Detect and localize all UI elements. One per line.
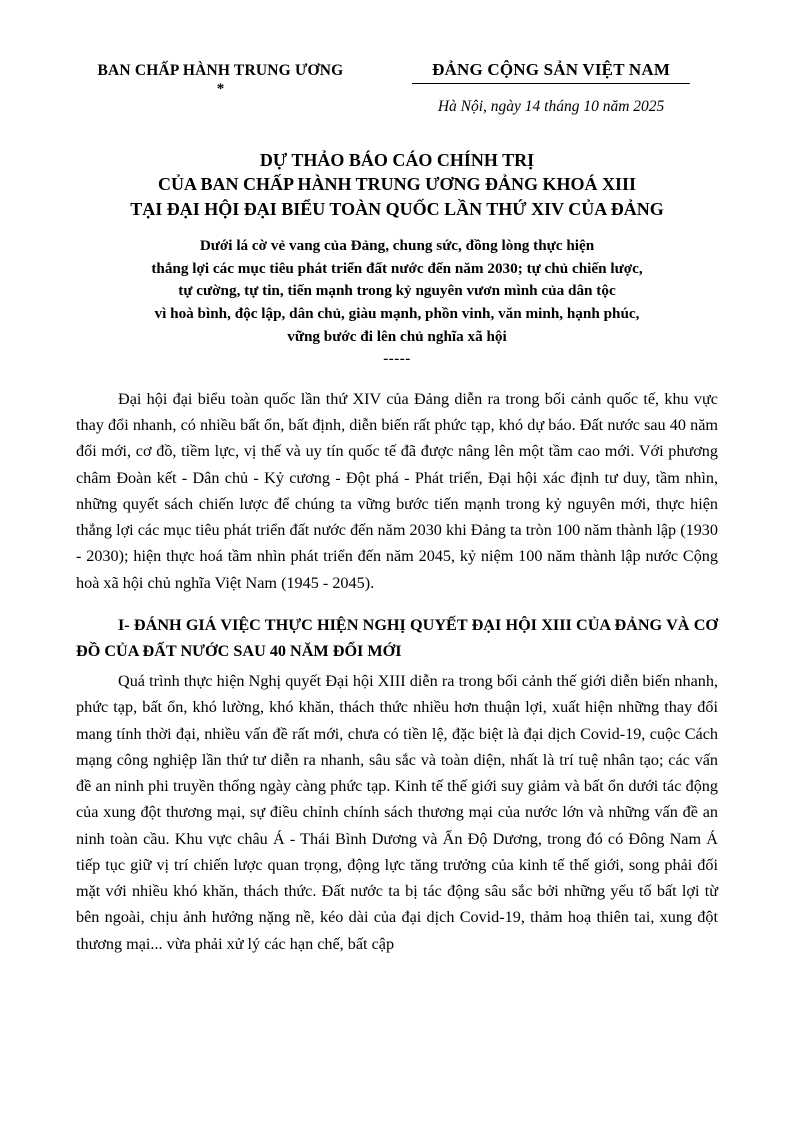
slogan-separator: -----: [383, 350, 411, 367]
slogan-line-3: tự cường, tự tin, tiến mạnh trong kỷ nguyên vươn mình của dân tộc: [178, 282, 616, 300]
header-right-block: [384, 60, 718, 116]
issuing-organization: BAN CHẤP HÀNH TRUNG ƯƠNG: [97, 62, 344, 79]
document-slogan: [76, 235, 718, 349]
header-divider-line: [412, 83, 690, 84]
document-title-block: [76, 148, 718, 221]
document-header: [76, 60, 718, 116]
slogan-line-5: vững bước đi lên chủ nghĩa xã hội: [287, 328, 507, 346]
body-paragraph-2: Quá trình thực hiện Nghị quyết Đại hội XIII diễn ra trong bối cảnh thế giới diễn biến nhanh, phức tạp, bất ổn, khó lường, khó khăn, thách thức nhiều hơn thuận lợi, xuất hiện những thay đổi mang tính thời đại, nhiều vấn đề rất mới, chưa có tiền lệ, đặc biệt là đại dịch Covid-19, cuộc Cách mạng công nghiệp lần thứ tư diễn ra nhanh, sâu sắc và toàn diện, nhất là trí tuệ nhân tạo; các vấn đề an ninh phi truyền thống ngày càng phức tạp. Kinh tế thế giới suy giảm và bất ổn dưới tác động của xung đột thương mại, sự điều chỉnh chính sách thương mại của nước lớn và những vấn đề an ninh toàn cầu. Khu vực châu Á - Thái Bình Dương và Ấn Độ Dương, trong đó có Đông Nam Á tiếp tục giữ vị trí chiến lược quan trọng, động lực tăng trưởng của kinh tế thế giới, song phải đối mặt với nhiều khó khăn, thách thức. Đất nước ta bị tác động sâu sắc bởi những yếu tố bất lợi từ bên ngoài, chịu ảnh hưởng nặng nề, kéo dài của đại dịch Covid-19, thảm hoạ thiên tai, xung đột thương mại... vừa phải xử lý các hạn chế, bất cập: [76, 672, 718, 953]
star-separator: *: [216, 81, 225, 97]
slogan-line-1: Dưới lá cờ vẻ vang của Đảng, chung sức, đồng lòng thực hiện: [199, 236, 595, 254]
document-title-line-1: DỰ THẢO BÁO CÁO CHÍNH TRỊ: [259, 150, 535, 170]
body-paragraph-1: Đại hội đại biểu toàn quốc lần thứ XIV của Đảng diễn ra trong bối cảnh quốc tế, khu vực thay đổi nhanh, có nhiều bất ổn, bất định, diễn biến rất phức tạp, khó dự báo. Đất nước sau 40 năm đổi mới, cơ đồ, tiềm lực, vị thế và uy tín quốc tế đã được nâng lên một tầm cao mới. Với phương châm Đoàn kết - Dân chủ - Kỷ cương - Đột phá - Phát triển, Đại hội xác định tư duy, tầm nhìn, những quyết sách chiến lược để chúng ta vững bước tiến mạnh trong kỷ nguyên mới, thực hiện thắng lợi các mục tiêu phát triển đất nước đến năm 2030 khi Đảng ta tròn 100 năm thành lập (1930 - 2030); hiện thực hoá tầm nhìn phát triển đến năm 2045, kỷ niệm 100 năm thành lập nước Cộng hoà xã hội chủ nghĩa Việt Nam (1945 - 2045).: [76, 389, 718, 592]
slogan-line-2: thắng lợi các mục tiêu phát triển đất nước đến năm 2030; tự chủ chiến lược,: [151, 259, 643, 277]
section-heading-1: I- ĐÁNH GIÁ VIỆC THỰC HIỆN NGHỊ QUYẾT ĐẠI HỘI XIII CỦA ĐẢNG VÀ CƠ ĐỒ CỦA ĐẤT NƯỚC SAU 40 NĂM ĐỔI MỚI: [76, 615, 718, 660]
document-title-line-3: TẠI ĐẠI HỘI ĐẠI BIỂU TOÀN QUỐC LẦN THỨ XIV CỦA ĐẢNG: [130, 198, 664, 219]
header-left-block: [76, 60, 365, 97]
place-and-date: Hà Nội, ngày 14 tháng 10 năm 2025: [437, 98, 665, 115]
national-motto: ĐẢNG CỘNG SẢN VIỆT NAM: [432, 60, 671, 79]
document-title-line-2: CỦA BAN CHẤP HÀNH TRUNG ƯƠNG ĐẢNG KHOÁ XIII: [157, 174, 637, 195]
slogan-line-4: vì hoà bình, độc lập, dân chủ, giàu mạnh, phồn vinh, văn minh, hạnh phúc,: [154, 305, 640, 323]
document-body: [76, 386, 718, 957]
